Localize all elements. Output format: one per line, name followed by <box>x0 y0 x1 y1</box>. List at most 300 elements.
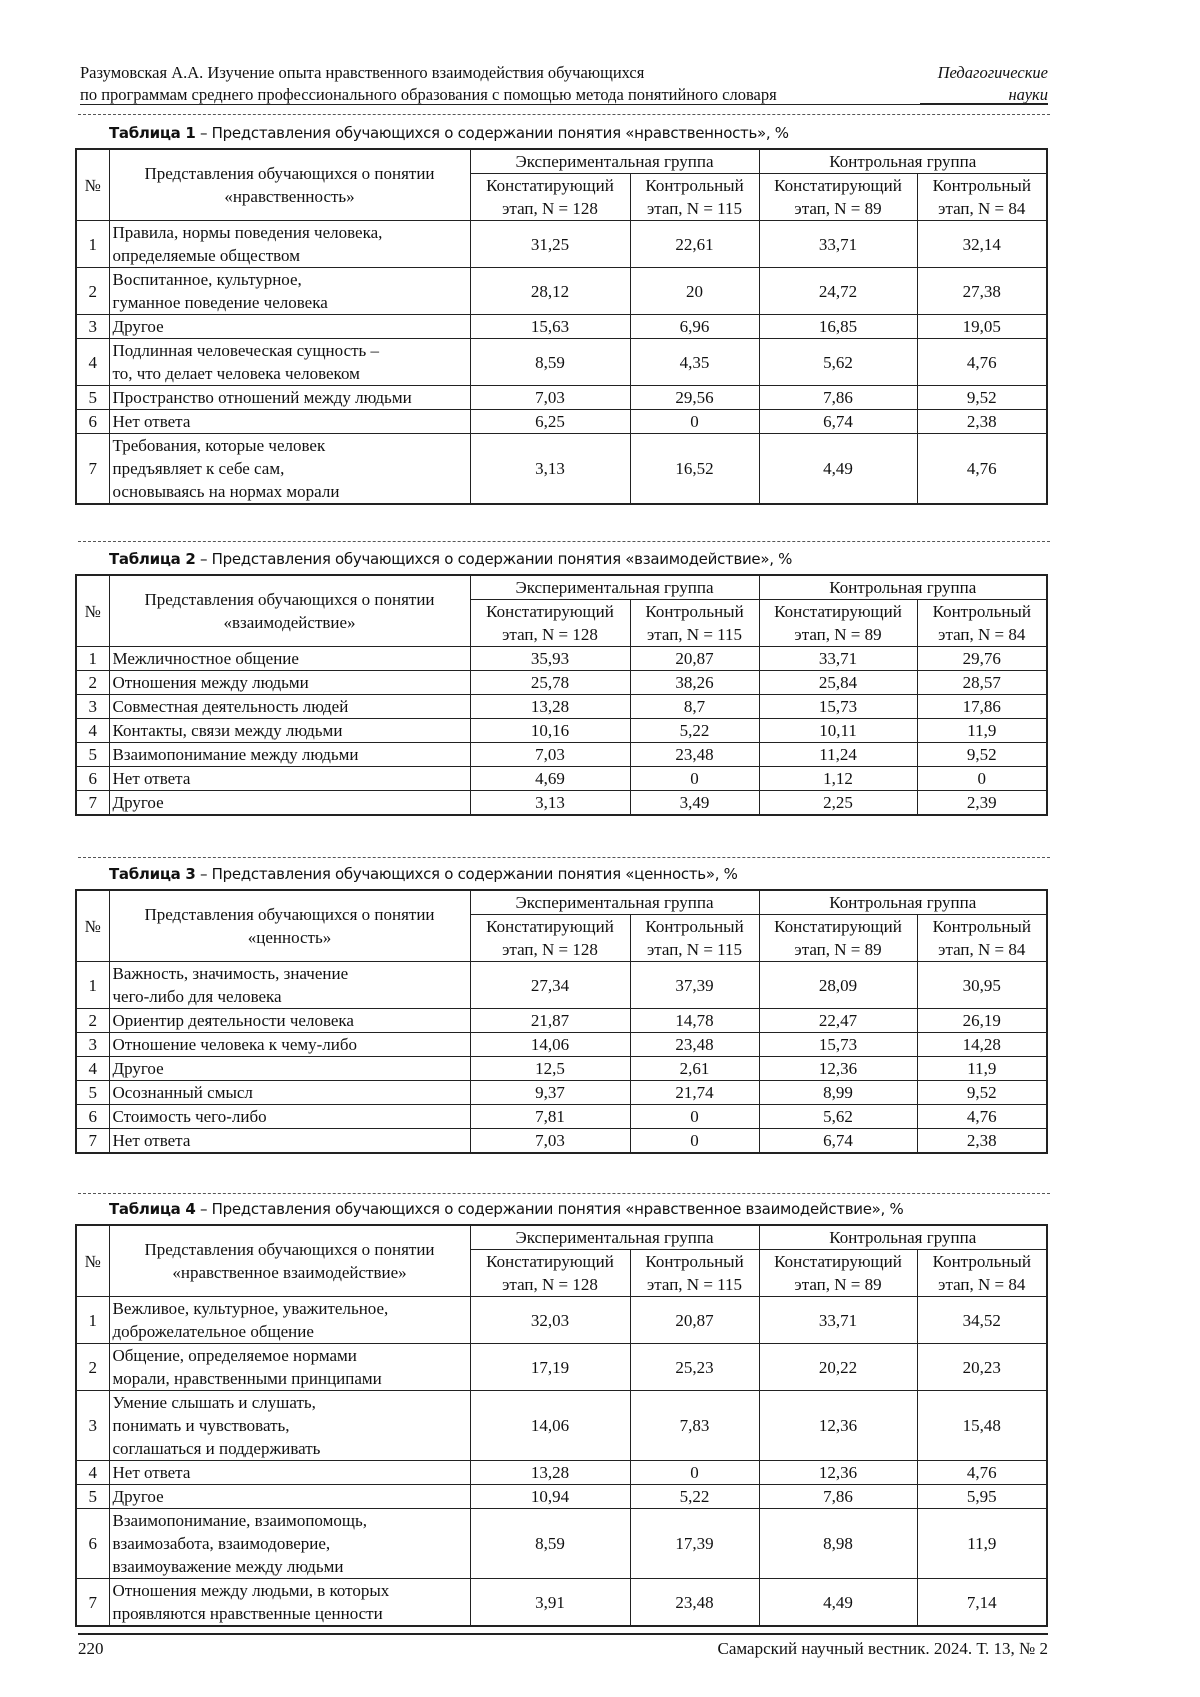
row-value: 11,9 <box>917 719 1047 743</box>
row-value: 7,03 <box>470 386 630 410</box>
stage-name: Контрольный <box>645 917 743 936</box>
row-number: 7 <box>76 791 109 816</box>
row-description: Взаимопонимание между людьми <box>109 743 470 767</box>
row-description: Другое <box>109 315 470 339</box>
row-value: 8,99 <box>759 1081 917 1105</box>
row-number: 3 <box>76 695 109 719</box>
row-value: 7,86 <box>759 386 917 410</box>
stage-header-2 <box>630 915 759 962</box>
group-control-header: Контрольная группа <box>759 1225 1047 1250</box>
group-control-header: Контрольная группа <box>759 149 1047 174</box>
row-number: 3 <box>76 1033 109 1057</box>
stage-name: Констатирующий <box>486 1252 614 1271</box>
desc-prefix: Представления обучающихся о понятии <box>144 164 434 183</box>
row-value: 32,14 <box>917 221 1047 268</box>
row-value: 14,06 <box>470 1033 630 1057</box>
row-value: 6,25 <box>470 410 630 434</box>
row-number: 2 <box>76 1009 109 1033</box>
row-value: 16,85 <box>759 315 917 339</box>
row-value: 11,9 <box>917 1509 1047 1579</box>
stage-name: Констатирующий <box>486 602 614 621</box>
stage-name: Контрольный <box>645 1252 743 1271</box>
table-row <box>76 1105 1047 1129</box>
stage-sample: этап, N = 115 <box>647 1275 742 1294</box>
header-line-1: Разумовская А.А. Изучение опыта нравственного взаимодействия обучающихся <box>80 62 777 84</box>
stage-sample: этап, N = 89 <box>794 1275 881 1294</box>
stage-sample: этап, N = 128 <box>502 199 598 218</box>
table-row <box>76 767 1047 791</box>
row-value: 4,76 <box>917 1105 1047 1129</box>
stage-sample: этап, N = 128 <box>502 940 598 959</box>
section-divider <box>78 1193 1050 1194</box>
row-value: 3,91 <box>470 1579 630 1627</box>
row-value: 3,13 <box>470 434 630 505</box>
table-row <box>76 1057 1047 1081</box>
row-description: Нет ответа <box>109 767 470 791</box>
desc-prefix: Представления обучающихся о понятии <box>144 1240 434 1259</box>
row-value: 13,28 <box>470 1461 630 1485</box>
row-value: 12,36 <box>759 1461 917 1485</box>
row-value: 3,49 <box>630 791 759 816</box>
group-control-header: Контрольная группа <box>759 890 1047 915</box>
stage-sample: этап, N = 128 <box>502 625 598 644</box>
desc-prefix: Представления обучающихся о понятии <box>144 905 434 924</box>
page-number: 220 <box>78 1639 104 1659</box>
table-caption <box>109 865 1046 883</box>
row-value: 17,19 <box>470 1344 630 1391</box>
stage-name: Констатирующий <box>486 176 614 195</box>
row-value: 2,38 <box>917 1129 1047 1154</box>
row-value: 26,19 <box>917 1009 1047 1033</box>
row-value: 27,38 <box>917 268 1047 315</box>
row-value: 5,22 <box>630 1485 759 1509</box>
row-value: 0 <box>630 1105 759 1129</box>
page-footer <box>78 1633 1048 1637</box>
row-value: 2,38 <box>917 410 1047 434</box>
stage-header-3 <box>759 1250 917 1297</box>
row-description: Другое <box>109 791 470 816</box>
stage-header-3 <box>759 600 917 647</box>
table-row <box>76 791 1047 816</box>
group-experimental-header: Экспериментальная группа <box>470 1225 759 1250</box>
table-caption-text: – Представления обучающихся о содержании понятия «ценность», % <box>196 865 738 883</box>
row-number: 7 <box>76 1129 109 1154</box>
table-row <box>76 339 1047 386</box>
stage-name: Контрольный <box>933 176 1031 195</box>
row-value: 7,83 <box>630 1391 759 1461</box>
row-value: 17,86 <box>917 695 1047 719</box>
stage-sample: этап, N = 115 <box>647 199 742 218</box>
row-value: 9,37 <box>470 1081 630 1105</box>
table-row <box>76 671 1047 695</box>
row-value: 8,59 <box>470 339 630 386</box>
row-value: 21,74 <box>630 1081 759 1105</box>
stage-sample: этап, N = 84 <box>938 1275 1025 1294</box>
stage-header-1 <box>470 174 630 221</box>
row-value: 14,78 <box>630 1009 759 1033</box>
row-value: 23,48 <box>630 743 759 767</box>
row-value: 37,39 <box>630 962 759 1009</box>
row-description: Требования, которые человек предъявляет к себе сам, основываясь на нормах морали <box>109 434 470 505</box>
row-number: 2 <box>76 671 109 695</box>
row-number: 5 <box>76 1081 109 1105</box>
row-description: Контакты, связи между людьми <box>109 719 470 743</box>
table-row <box>76 410 1047 434</box>
row-value: 31,25 <box>470 221 630 268</box>
row-value: 8,7 <box>630 695 759 719</box>
row-description: Другое <box>109 1485 470 1509</box>
stage-header-2 <box>630 600 759 647</box>
row-value: 4,76 <box>917 339 1047 386</box>
concept-name: «нравственность» <box>224 187 354 206</box>
row-description: Важность, значимость, значение чего-либо для человека <box>109 962 470 1009</box>
stage-header-1 <box>470 1250 630 1297</box>
journal-citation: Самарский научный вестник. 2024. Т. 13, № 2 <box>718 1639 1049 1659</box>
row-value: 7,03 <box>470 1129 630 1154</box>
row-value: 6,74 <box>759 410 917 434</box>
table-row <box>76 647 1047 671</box>
col-number-header: № <box>76 890 109 962</box>
col-number-header: № <box>76 575 109 647</box>
row-number: 6 <box>76 410 109 434</box>
stage-header-4 <box>917 174 1047 221</box>
group-experimental-header: Экспериментальная группа <box>470 575 759 600</box>
stage-name: Контрольный <box>645 176 743 195</box>
table-row <box>76 221 1047 268</box>
group-experimental-header: Экспериментальная группа <box>470 890 759 915</box>
row-description: Правила, нормы поведения человека, определяемые обществом <box>109 221 470 268</box>
row-number: 4 <box>76 1461 109 1485</box>
row-number: 3 <box>76 315 109 339</box>
row-description: Умение слышать и слушать, понимать и чувствовать, соглашаться и поддерживать <box>109 1391 470 1461</box>
header-line-2: по программам среднего профессионального образования с помощью метода понятийного словаря <box>80 84 777 106</box>
stage-header-2 <box>630 174 759 221</box>
row-value: 9,52 <box>917 1081 1047 1105</box>
row-number: 1 <box>76 647 109 671</box>
row-number: 7 <box>76 434 109 505</box>
row-value: 15,73 <box>759 1033 917 1057</box>
row-value: 22,47 <box>759 1009 917 1033</box>
row-value: 10,16 <box>470 719 630 743</box>
section-divider <box>78 541 1050 542</box>
row-value: 9,52 <box>917 743 1047 767</box>
header-rule-thick <box>920 103 1048 105</box>
row-number: 1 <box>76 962 109 1009</box>
stage-name: Контрольный <box>933 917 1031 936</box>
table-row <box>76 1461 1047 1485</box>
row-description: Нет ответа <box>109 1461 470 1485</box>
data-table <box>75 148 1048 505</box>
table-row <box>76 1579 1047 1627</box>
row-number: 6 <box>76 1509 109 1579</box>
table-caption <box>109 124 1046 142</box>
concept-name: «взаимодействие» <box>223 613 355 632</box>
row-value: 4,69 <box>470 767 630 791</box>
table-row <box>76 1129 1047 1154</box>
table-row <box>76 743 1047 767</box>
row-value: 24,72 <box>759 268 917 315</box>
row-number: 5 <box>76 1485 109 1509</box>
row-value: 7,81 <box>470 1105 630 1129</box>
stage-header-1 <box>470 915 630 962</box>
col-number-header: № <box>76 149 109 221</box>
row-number: 7 <box>76 1579 109 1627</box>
row-description: Ориентир деятельности человека <box>109 1009 470 1033</box>
stage-sample: этап, N = 84 <box>938 625 1025 644</box>
table-row <box>76 386 1047 410</box>
row-value: 7,86 <box>759 1485 917 1509</box>
table-section-3 <box>75 865 1046 1154</box>
row-value: 13,28 <box>470 695 630 719</box>
row-value: 5,95 <box>917 1485 1047 1509</box>
row-value: 15,73 <box>759 695 917 719</box>
table-row <box>76 1297 1047 1344</box>
stage-header-4 <box>917 1250 1047 1297</box>
table-row <box>76 434 1047 505</box>
stage-header-4 <box>917 915 1047 962</box>
row-value: 4,49 <box>759 1579 917 1627</box>
stage-header-3 <box>759 174 917 221</box>
row-value: 9,52 <box>917 386 1047 410</box>
stage-sample: этап, N = 84 <box>938 940 1025 959</box>
row-value: 11,24 <box>759 743 917 767</box>
row-value: 28,12 <box>470 268 630 315</box>
row-value: 23,48 <box>630 1033 759 1057</box>
row-value: 17,39 <box>630 1509 759 1579</box>
row-description: Подлинная человеческая сущность – то, что делает человека человеком <box>109 339 470 386</box>
table-label: Таблица 3 <box>109 865 196 883</box>
stage-header-3 <box>759 915 917 962</box>
row-value: 0 <box>917 767 1047 791</box>
row-description: Пространство отношений между людьми <box>109 386 470 410</box>
row-value: 12,5 <box>470 1057 630 1081</box>
row-value: 5,62 <box>759 339 917 386</box>
row-number: 4 <box>76 1057 109 1081</box>
row-description: Межличностное общение <box>109 647 470 671</box>
concept-name: «ценность» <box>248 928 332 947</box>
desc-prefix: Представления обучающихся о понятии <box>144 590 434 609</box>
table-row <box>76 719 1047 743</box>
stage-sample: этап, N = 128 <box>502 1275 598 1294</box>
row-value: 33,71 <box>759 647 917 671</box>
row-value: 4,35 <box>630 339 759 386</box>
stage-sample: этап, N = 115 <box>647 940 742 959</box>
table-caption <box>109 1200 1046 1218</box>
section-divider <box>78 857 1050 858</box>
row-value: 23,48 <box>630 1579 759 1627</box>
row-value: 10,94 <box>470 1485 630 1509</box>
row-value: 21,87 <box>470 1009 630 1033</box>
row-number: 5 <box>76 386 109 410</box>
row-description: Нет ответа <box>109 410 470 434</box>
row-value: 4,76 <box>917 434 1047 505</box>
stage-name: Контрольный <box>933 1252 1031 1271</box>
header-row <box>76 575 1047 600</box>
row-value: 1,12 <box>759 767 917 791</box>
row-value: 29,76 <box>917 647 1047 671</box>
row-value: 6,96 <box>630 315 759 339</box>
row-value: 19,05 <box>917 315 1047 339</box>
table-label: Таблица 4 <box>109 1200 196 1218</box>
table-label: Таблица 2 <box>109 550 196 568</box>
row-value: 4,49 <box>759 434 917 505</box>
stage-sample: этап, N = 89 <box>794 199 881 218</box>
section-line-1: Педагогические <box>938 62 1048 84</box>
row-value: 15,63 <box>470 315 630 339</box>
row-value: 4,76 <box>917 1461 1047 1485</box>
row-value: 8,59 <box>470 1509 630 1579</box>
row-value: 22,61 <box>630 221 759 268</box>
table-row <box>76 962 1047 1009</box>
stage-name: Констатирующий <box>486 917 614 936</box>
row-value: 20 <box>630 268 759 315</box>
row-value: 6,74 <box>759 1129 917 1154</box>
row-description: Отношение человека к чему-либо <box>109 1033 470 1057</box>
stage-header-4 <box>917 600 1047 647</box>
row-value: 11,9 <box>917 1057 1047 1081</box>
table-caption-text: – Представления обучающихся о содержании понятия «взаимодействие», % <box>196 550 793 568</box>
row-value: 38,26 <box>630 671 759 695</box>
row-value: 0 <box>630 1129 759 1154</box>
running-header-title <box>80 62 777 106</box>
row-value: 10,11 <box>759 719 917 743</box>
row-value: 20,87 <box>630 1297 759 1344</box>
table-caption-text: – Представления обучающихся о содержании понятия «нравственность», % <box>196 124 789 142</box>
table-row <box>76 315 1047 339</box>
row-number: 6 <box>76 767 109 791</box>
row-number: 2 <box>76 268 109 315</box>
section-divider <box>78 114 1050 115</box>
row-value: 0 <box>630 410 759 434</box>
row-description: Совместная деятельность людей <box>109 695 470 719</box>
stage-name: Контрольный <box>645 602 743 621</box>
table-row <box>76 1391 1047 1461</box>
row-description: Другое <box>109 1057 470 1081</box>
table-row <box>76 695 1047 719</box>
row-value: 29,56 <box>630 386 759 410</box>
row-value: 0 <box>630 1461 759 1485</box>
row-value: 35,93 <box>470 647 630 671</box>
stage-sample: этап, N = 89 <box>794 625 881 644</box>
row-value: 28,57 <box>917 671 1047 695</box>
stage-header-2 <box>630 1250 759 1297</box>
data-table <box>75 574 1048 816</box>
table-section-4 <box>75 1200 1046 1627</box>
row-value: 12,36 <box>759 1391 917 1461</box>
table-row <box>76 1081 1047 1105</box>
row-number: 4 <box>76 719 109 743</box>
stage-header-1 <box>470 600 630 647</box>
row-value: 20,23 <box>917 1344 1047 1391</box>
row-description: Отношения между людьми <box>109 671 470 695</box>
row-description: Стоимость чего-либо <box>109 1105 470 1129</box>
table-section-2 <box>75 550 1046 816</box>
row-value: 33,71 <box>759 1297 917 1344</box>
table-caption-text: – Представления обучающихся о содержании понятия «нравственное взаимодействие», % <box>196 1200 904 1218</box>
data-table <box>75 1224 1048 1627</box>
row-value: 25,78 <box>470 671 630 695</box>
col-description-header <box>109 890 470 962</box>
row-value: 7,03 <box>470 743 630 767</box>
stage-name: Констатирующий <box>774 602 902 621</box>
col-description-header <box>109 149 470 221</box>
row-value: 12,36 <box>759 1057 917 1081</box>
table-row <box>76 1509 1047 1579</box>
table-row <box>76 1485 1047 1509</box>
row-number: 1 <box>76 221 109 268</box>
row-description: Взаимопонимание, взаимопомощь, взаимозабота, взаимодоверие, взаимоуважение между людьми <box>109 1509 470 1579</box>
row-value: 2,25 <box>759 791 917 816</box>
row-number: 2 <box>76 1344 109 1391</box>
row-description: Вежливое, культурное, уважительное, доброжелательное общение <box>109 1297 470 1344</box>
row-value: 16,52 <box>630 434 759 505</box>
row-value: 8,98 <box>759 1509 917 1579</box>
row-number: 6 <box>76 1105 109 1129</box>
group-control-header: Контрольная группа <box>759 575 1047 600</box>
stage-sample: этап, N = 89 <box>794 940 881 959</box>
row-value: 20,87 <box>630 647 759 671</box>
row-description: Воспитанное, культурное, гуманное поведение человека <box>109 268 470 315</box>
row-value: 15,48 <box>917 1391 1047 1461</box>
row-value: 32,03 <box>470 1297 630 1344</box>
row-value: 14,06 <box>470 1391 630 1461</box>
row-description: Осознанный смысл <box>109 1081 470 1105</box>
col-description-header <box>109 1225 470 1297</box>
concept-name: «нравственное взаимодействие» <box>172 1263 406 1282</box>
header-row <box>76 149 1047 174</box>
header-row <box>76 1225 1047 1250</box>
row-value: 33,71 <box>759 221 917 268</box>
row-description: Нет ответа <box>109 1129 470 1154</box>
group-experimental-header: Экспериментальная группа <box>470 149 759 174</box>
running-header-section <box>938 62 1048 106</box>
data-table <box>75 889 1048 1154</box>
stage-name: Констатирующий <box>774 176 902 195</box>
row-value: 27,34 <box>470 962 630 1009</box>
stage-name: Констатирующий <box>774 1252 902 1271</box>
stage-sample: этап, N = 84 <box>938 199 1025 218</box>
stage-sample: этап, N = 115 <box>647 625 742 644</box>
col-number-header: № <box>76 1225 109 1297</box>
stage-name: Констатирующий <box>774 917 902 936</box>
row-description: Общение, определяемое нормами морали, нравственными принципами <box>109 1344 470 1391</box>
row-number: 5 <box>76 743 109 767</box>
row-value: 14,28 <box>917 1033 1047 1057</box>
row-value: 20,22 <box>759 1344 917 1391</box>
row-value: 28,09 <box>759 962 917 1009</box>
table-row <box>76 1009 1047 1033</box>
row-description: Отношения между людьми, в которых проявляются нравственные ценности <box>109 1579 470 1627</box>
table-row <box>76 1033 1047 1057</box>
stage-name: Контрольный <box>933 602 1031 621</box>
table-caption <box>109 550 1046 568</box>
row-value: 5,62 <box>759 1105 917 1129</box>
table-row <box>76 268 1047 315</box>
row-value: 25,23 <box>630 1344 759 1391</box>
row-value: 7,14 <box>917 1579 1047 1627</box>
row-value: 5,22 <box>630 719 759 743</box>
row-value: 0 <box>630 767 759 791</box>
table-section-1 <box>75 124 1046 505</box>
row-value: 25,84 <box>759 671 917 695</box>
col-description-header <box>109 575 470 647</box>
header-row <box>76 890 1047 915</box>
row-value: 34,52 <box>917 1297 1047 1344</box>
row-number: 4 <box>76 339 109 386</box>
row-value: 2,39 <box>917 791 1047 816</box>
row-value: 30,95 <box>917 962 1047 1009</box>
row-number: 1 <box>76 1297 109 1344</box>
